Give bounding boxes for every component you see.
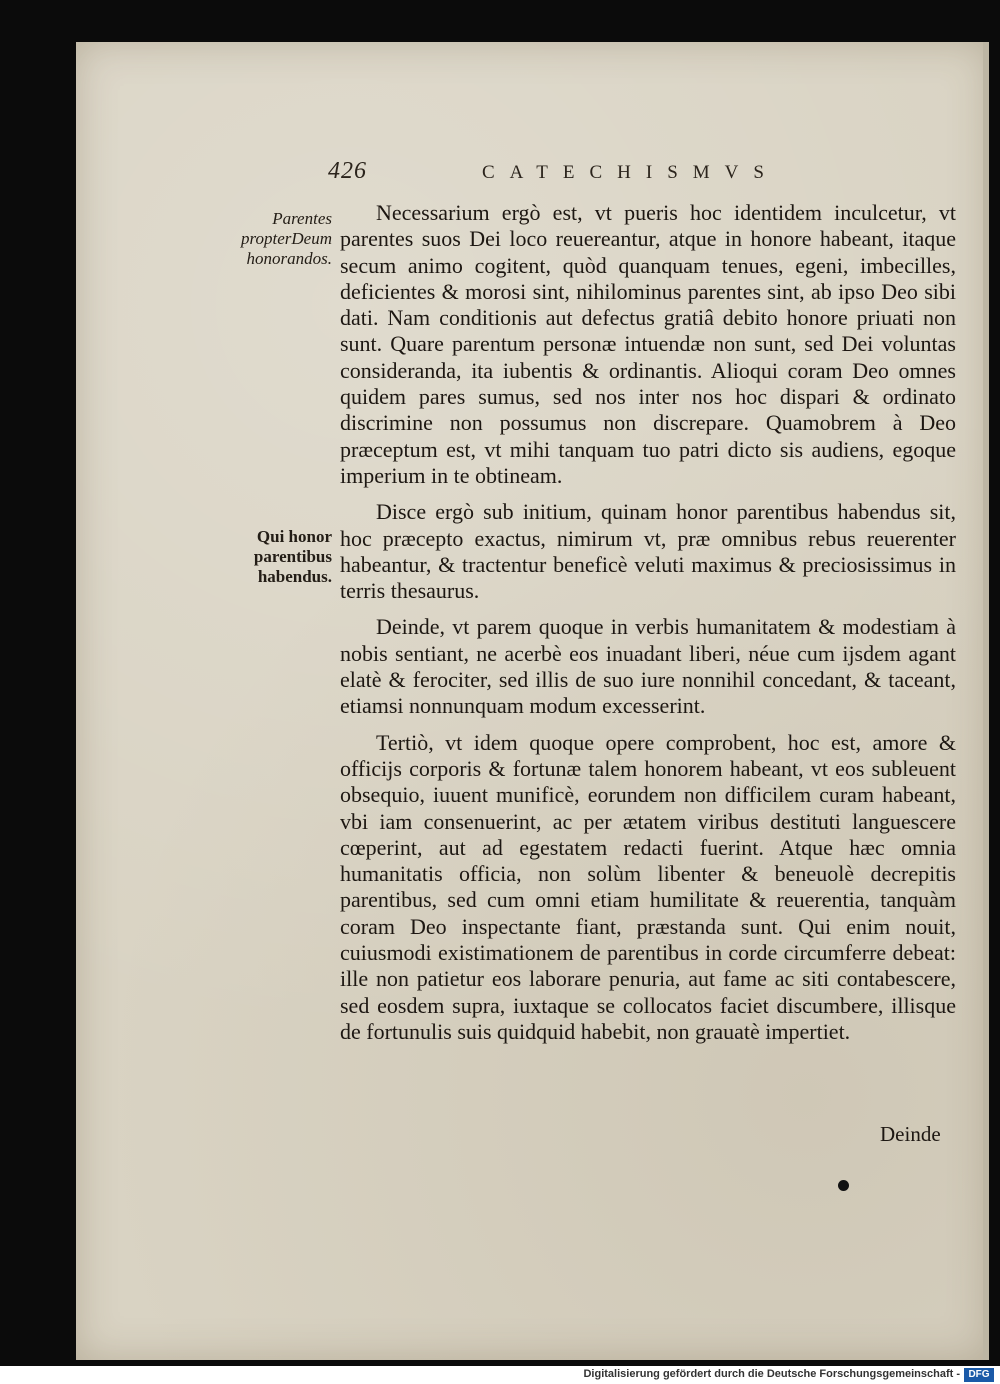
marginal-note-1: Parentes propterDeum honorandos.: [241, 209, 332, 268]
paragraph-2: Disce ergò sub initium, quinam honor parentibus habendus sit, hoc præcepto exactus, nimirum vt, præ omnibus rebus reuerenter habeantur, & tractentur beneficè veluti maximus & preciosissimus in terris thesaurus.: [340, 499, 956, 604]
body-text: [340, 200, 956, 1045]
marginal-note-2: Qui honor parentibus habendus.: [253, 527, 332, 586]
page-header: [0, 158, 1000, 198]
funding-notice: Digitalisierung gefördert durch die Deutsche Forschungsgemeinschaft -: [583, 1368, 960, 1380]
paragraph-4: Tertiò, vt idem quoque opere comprobent, hoc est, amore & officijs corporis & fortunæ talem honorem habeant, vt eos subleuent obsequio, iuuent munificè, eorundem non difficilem curam habeant, vbi iam consenuerint, ac per ætatem viribus destituti languescere cœperint, aut ad egestatem redacti fuerint. Atque hæc omnia humanitatis officia, non solùm libenter & beneuolè decrepitis parentibus, sed cum omni etiam humilitate & reuerentia, tanquàm coram Deo inspectante fiant, præstanda sunt. Qui enim nouit, cuiusmodi existimationem de parentibus in corde circumferre debeat: ille non patietur eos laborare penuria, aut fame ac siti contabescere, sed eosdem supra, iuxtaque se collocatos faciet discumbere, illisque de fortunulis suis quidquid habebit, non grauatè impertiet.: [340, 729, 956, 1044]
ink-dot: [838, 1180, 849, 1191]
catchword: Deinde: [880, 1122, 941, 1146]
footer-bar: [0, 1366, 1000, 1384]
running-head: CATECHISMVS: [482, 162, 779, 183]
dfg-logo: DFG: [964, 1368, 994, 1382]
page-edge: [983, 42, 989, 1360]
page-number: 426: [328, 158, 367, 184]
paragraph-1: Necessarium ergò est, vt pueris hoc identidem inculcetur, vt parentes suos Dei loco reuereantur, atque in honore habeant, itaque secum animo cogitent, quòd quanquam tenues, egeni, imbecilles, deficientes & morosi sint, nihilominus parentes sint, ab ipso Deo sibi dati. Nam conditionis aut defectus gratiâ debito honore priuati non sunt. Quare parentum personæ intuendæ non sunt, sed Dei voluntas consideranda, ita iubentis & ordinantis. Alioqui coram Deo omnes quidem pares sumus, sed nos inter nos hoc dispari & ordinato discrimine non possumus non discrepare. Quamobrem à Deo præceptum est, vt mihi tanquam tuo patri dicto sis audiens, egoque imperium in te obtineam.: [340, 200, 956, 488]
paragraph-3: Deinde, vt parem quoque in verbis humanitatem & modestiam à nobis sentiant, ne acerbè eos inuadant liberi, néue cum ijsdem agant elatè & ferociter, sed illis de suo iure nonnihil concedant, & taceant, etiamsi nonnunquam modum excesserint.: [340, 614, 956, 719]
